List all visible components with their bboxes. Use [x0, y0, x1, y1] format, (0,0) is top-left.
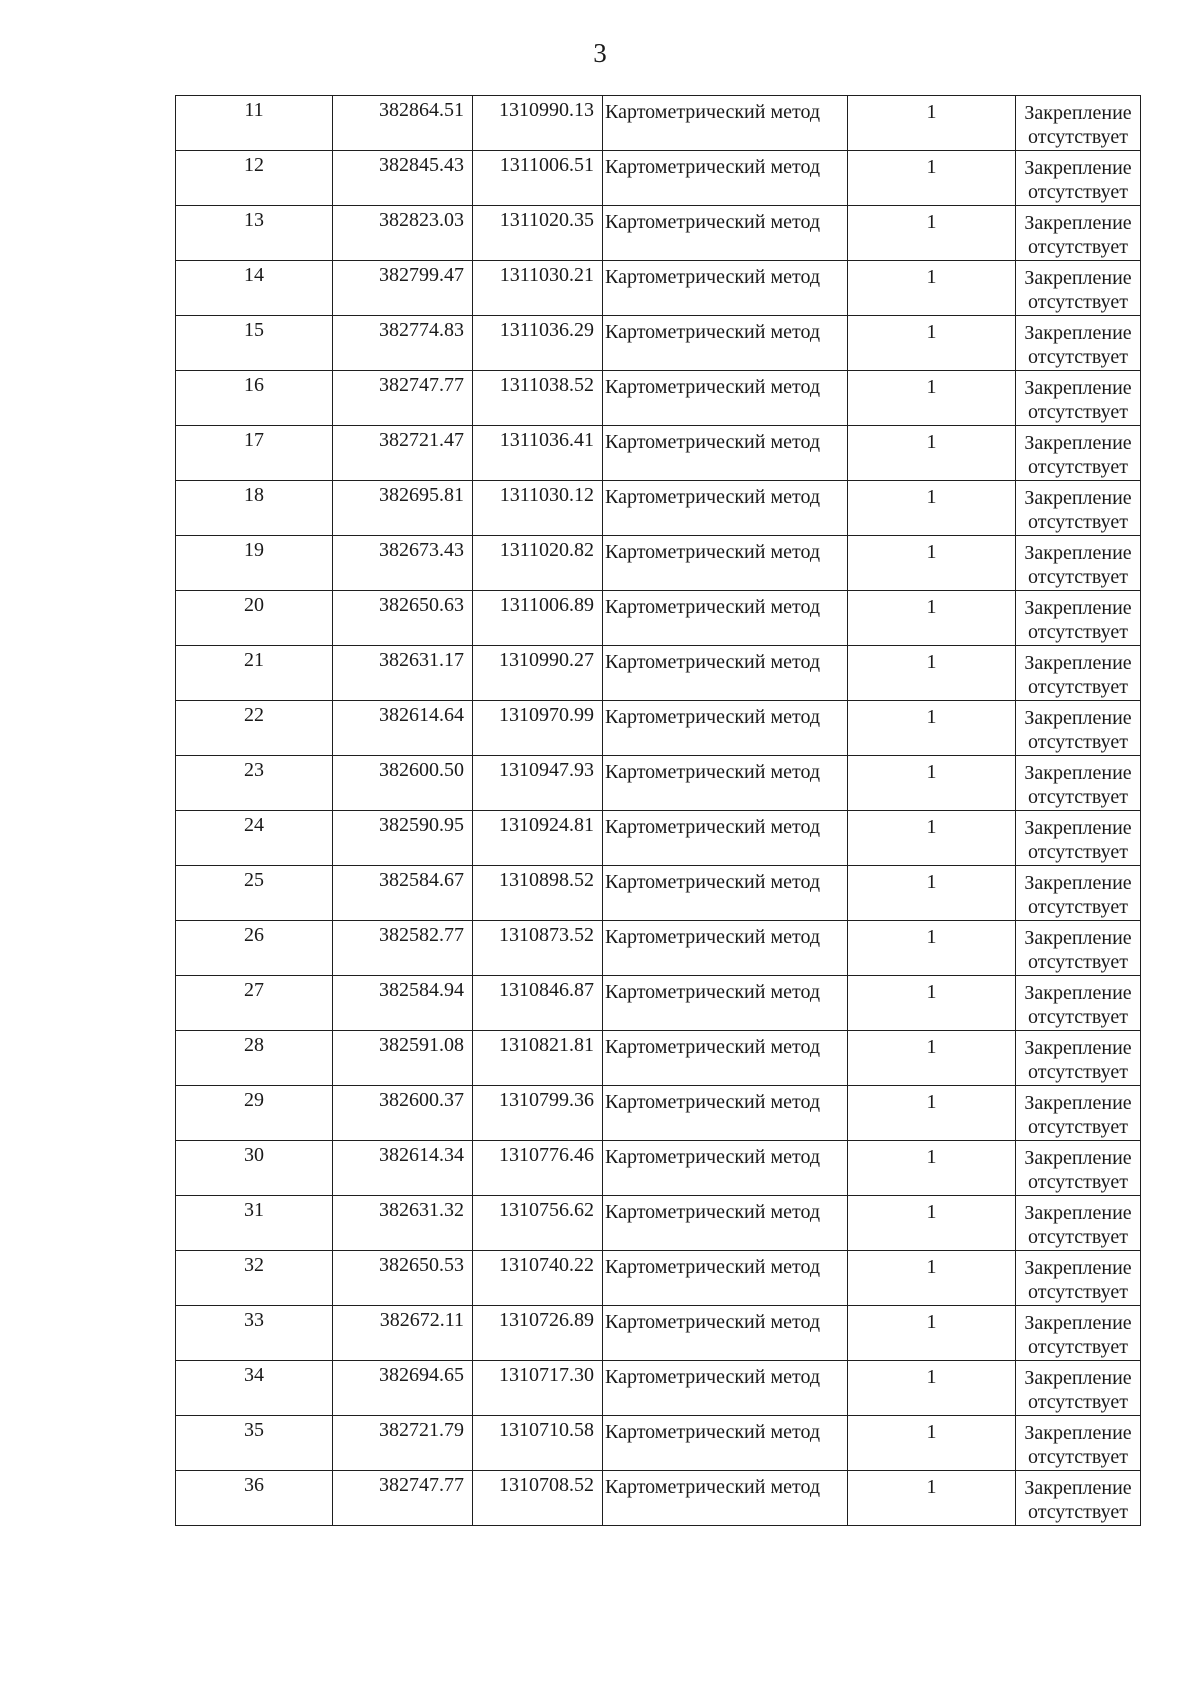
- y-coordinate-cell: 1310726.89: [473, 1306, 603, 1361]
- error-cell: 1: [848, 1141, 1016, 1196]
- fixing-line-2: отсутствует: [1027, 1061, 1129, 1083]
- fixing-cell: [1016, 976, 1141, 1031]
- fixing-line-2: отсутствует: [1027, 1446, 1129, 1468]
- x-coordinate-cell: 382591.08: [333, 1031, 473, 1086]
- table-row: [176, 646, 1141, 701]
- error-cell: 1: [848, 1361, 1016, 1416]
- fixing-line-2: отсутствует: [1027, 346, 1129, 368]
- fixing-line-2: отсутствует: [1027, 1226, 1129, 1248]
- y-coordinate-cell: 1310821.81: [473, 1031, 603, 1086]
- x-coordinate-cell: 382584.94: [333, 976, 473, 1031]
- y-coordinate-cell: 1310990.27: [473, 646, 603, 701]
- y-coordinate-cell: 1311030.21: [473, 261, 603, 316]
- fixing-cell: [1016, 96, 1141, 151]
- fixing-cell: [1016, 646, 1141, 701]
- fixing-line-2: отсутствует: [1027, 1501, 1129, 1523]
- error-cell: 1: [848, 96, 1016, 151]
- x-coordinate-cell: 382590.95: [333, 811, 473, 866]
- point-number-cell: 25: [176, 866, 333, 921]
- point-number-cell: 26: [176, 921, 333, 976]
- y-coordinate-cell: 1311006.51: [473, 151, 603, 206]
- point-number-cell: 21: [176, 646, 333, 701]
- method-cell: Картометрический метод: [603, 1086, 848, 1141]
- table-row: [176, 1031, 1141, 1086]
- x-coordinate-cell: 382845.43: [333, 151, 473, 206]
- table-row: [176, 371, 1141, 426]
- fixing-line-1: Закрепление: [1024, 1257, 1132, 1279]
- error-cell: 1: [848, 206, 1016, 261]
- fixing-line-2: отсутствует: [1027, 786, 1129, 808]
- fixing-line-2: отсутствует: [1027, 676, 1129, 698]
- fixing-cell: [1016, 1361, 1141, 1416]
- error-cell: 1: [848, 866, 1016, 921]
- y-coordinate-cell: 1310846.87: [473, 976, 603, 1031]
- method-cell: Картометрический метод: [603, 866, 848, 921]
- point-number-cell: 30: [176, 1141, 333, 1196]
- point-number-cell: 31: [176, 1196, 333, 1251]
- method-cell: Картометрический метод: [603, 316, 848, 371]
- table-row: [176, 866, 1141, 921]
- y-coordinate-cell: 1310740.22: [473, 1251, 603, 1306]
- point-number-cell: 29: [176, 1086, 333, 1141]
- error-cell: 1: [848, 756, 1016, 811]
- method-cell: Картометрический метод: [603, 921, 848, 976]
- method-cell: Картометрический метод: [603, 646, 848, 701]
- error-cell: 1: [848, 1196, 1016, 1251]
- fixing-cell: [1016, 1196, 1141, 1251]
- table-row: [176, 1141, 1141, 1196]
- x-coordinate-cell: 382650.63: [333, 591, 473, 646]
- point-number-cell: 13: [176, 206, 333, 261]
- y-coordinate-cell: 1310710.58: [473, 1416, 603, 1471]
- error-cell: 1: [848, 316, 1016, 371]
- fixing-line-1: Закрепление: [1024, 157, 1132, 179]
- error-cell: 1: [848, 591, 1016, 646]
- fixing-line-1: Закрепление: [1024, 432, 1132, 454]
- x-coordinate-cell: 382695.81: [333, 481, 473, 536]
- fixing-line-2: отсутствует: [1027, 896, 1129, 918]
- fixing-line-1: Закрепление: [1024, 817, 1132, 839]
- error-cell: 1: [848, 371, 1016, 426]
- fixing-line-2: отсутствует: [1027, 1116, 1129, 1138]
- fixing-line-2: отсутствует: [1027, 1391, 1129, 1413]
- point-number-cell: 16: [176, 371, 333, 426]
- fixing-line-2: отсутствует: [1027, 401, 1129, 423]
- y-coordinate-cell: 1311038.52: [473, 371, 603, 426]
- table-body: [176, 96, 1141, 1526]
- point-number-cell: 32: [176, 1251, 333, 1306]
- method-cell: Картометрический метод: [603, 1361, 848, 1416]
- point-number-cell: 35: [176, 1416, 333, 1471]
- point-number-cell: 18: [176, 481, 333, 536]
- method-cell: Картометрический метод: [603, 151, 848, 206]
- y-coordinate-cell: 1311006.89: [473, 591, 603, 646]
- x-coordinate-cell: 382864.51: [333, 96, 473, 151]
- x-coordinate-cell: 382799.47: [333, 261, 473, 316]
- point-number-cell: 27: [176, 976, 333, 1031]
- fixing-line-2: отсутствует: [1027, 1171, 1129, 1193]
- fixing-line-1: Закрепление: [1024, 487, 1132, 509]
- fixing-line-1: Закрепление: [1024, 1367, 1132, 1389]
- fixing-line-1: Закрепление: [1024, 377, 1132, 399]
- y-coordinate-cell: 1310717.30: [473, 1361, 603, 1416]
- fixing-line-2: отсутствует: [1027, 456, 1129, 478]
- fixing-line-1: Закрепление: [1024, 707, 1132, 729]
- method-cell: Картометрический метод: [603, 1306, 848, 1361]
- table-row: [176, 481, 1141, 536]
- error-cell: 1: [848, 1086, 1016, 1141]
- method-cell: Картометрический метод: [603, 426, 848, 481]
- fixing-cell: [1016, 701, 1141, 756]
- error-cell: 1: [848, 426, 1016, 481]
- error-cell: 1: [848, 1031, 1016, 1086]
- fixing-cell: [1016, 811, 1141, 866]
- table-row: [176, 1251, 1141, 1306]
- fixing-cell: [1016, 921, 1141, 976]
- y-coordinate-cell: 1311020.82: [473, 536, 603, 591]
- fixing-line-2: отсутствует: [1027, 1006, 1129, 1028]
- x-coordinate-cell: 382650.53: [333, 1251, 473, 1306]
- coordinates-table: [175, 95, 1141, 1526]
- table-row: [176, 591, 1141, 646]
- y-coordinate-cell: 1310898.52: [473, 866, 603, 921]
- fixing-line-1: Закрепление: [1024, 1147, 1132, 1169]
- x-coordinate-cell: 382694.65: [333, 1361, 473, 1416]
- fixing-cell: [1016, 371, 1141, 426]
- y-coordinate-cell: 1310990.13: [473, 96, 603, 151]
- table-row: [176, 206, 1141, 261]
- y-coordinate-cell: 1310970.99: [473, 701, 603, 756]
- point-number-cell: 14: [176, 261, 333, 316]
- x-coordinate-cell: 382631.32: [333, 1196, 473, 1251]
- fixing-line-1: Закрепление: [1024, 102, 1132, 124]
- error-cell: 1: [848, 811, 1016, 866]
- point-number-cell: 24: [176, 811, 333, 866]
- table-row: [176, 1196, 1141, 1251]
- method-cell: Картометрический метод: [603, 1196, 848, 1251]
- fixing-line-2: отсутствует: [1027, 511, 1129, 533]
- fixing-line-1: Закрепление: [1024, 267, 1132, 289]
- fixing-line-1: Закрепление: [1024, 927, 1132, 949]
- x-coordinate-cell: 382823.03: [333, 206, 473, 261]
- x-coordinate-cell: 382600.37: [333, 1086, 473, 1141]
- fixing-line-1: Закрепление: [1024, 322, 1132, 344]
- method-cell: Картометрический метод: [603, 1031, 848, 1086]
- error-cell: 1: [848, 536, 1016, 591]
- fixing-line-1: Закрепление: [1024, 597, 1132, 619]
- error-cell: 1: [848, 1306, 1016, 1361]
- fixing-cell: [1016, 261, 1141, 316]
- point-number-cell: 28: [176, 1031, 333, 1086]
- table-row: [176, 1306, 1141, 1361]
- fixing-cell: [1016, 591, 1141, 646]
- method-cell: Картометрический метод: [603, 756, 848, 811]
- fixing-line-1: Закрепление: [1024, 1422, 1132, 1444]
- x-coordinate-cell: 382600.50: [333, 756, 473, 811]
- y-coordinate-cell: 1311036.41: [473, 426, 603, 481]
- y-coordinate-cell: 1310799.36: [473, 1086, 603, 1141]
- fixing-line-1: Закрепление: [1024, 1092, 1132, 1114]
- table-row: [176, 261, 1141, 316]
- table-row: [176, 151, 1141, 206]
- fixing-line-2: отсутствует: [1027, 236, 1129, 258]
- table-row: [176, 1416, 1141, 1471]
- x-coordinate-cell: 382673.43: [333, 536, 473, 591]
- x-coordinate-cell: 382614.34: [333, 1141, 473, 1196]
- x-coordinate-cell: 382584.67: [333, 866, 473, 921]
- error-cell: 1: [848, 481, 1016, 536]
- y-coordinate-cell: 1311030.12: [473, 481, 603, 536]
- y-coordinate-cell: 1310924.81: [473, 811, 603, 866]
- x-coordinate-cell: 382721.79: [333, 1416, 473, 1471]
- fixing-cell: [1016, 1471, 1141, 1526]
- fixing-cell: [1016, 866, 1141, 921]
- error-cell: 1: [848, 1251, 1016, 1306]
- method-cell: Картометрический метод: [603, 536, 848, 591]
- fixing-cell: [1016, 1086, 1141, 1141]
- fixing-line-2: отсутствует: [1027, 1281, 1129, 1303]
- y-coordinate-cell: 1310873.52: [473, 921, 603, 976]
- table-row: [176, 976, 1141, 1031]
- table-row: [176, 1086, 1141, 1141]
- fixing-line-2: отсутствует: [1027, 291, 1129, 313]
- table-row: [176, 536, 1141, 591]
- fixing-line-1: Закрепление: [1024, 982, 1132, 1004]
- error-cell: 1: [848, 1416, 1016, 1471]
- fixing-line-1: Закрепление: [1024, 872, 1132, 894]
- method-cell: Картометрический метод: [603, 701, 848, 756]
- error-cell: 1: [848, 151, 1016, 206]
- point-number-cell: 11: [176, 96, 333, 151]
- fixing-line-1: Закрепление: [1024, 542, 1132, 564]
- fixing-cell: [1016, 151, 1141, 206]
- fixing-line-2: отсутствует: [1027, 621, 1129, 643]
- point-number-cell: 15: [176, 316, 333, 371]
- x-coordinate-cell: 382747.77: [333, 371, 473, 426]
- fixing-cell: [1016, 536, 1141, 591]
- fixing-line-2: отсутствует: [1027, 1336, 1129, 1358]
- fixing-line-2: отсутствует: [1027, 181, 1129, 203]
- error-cell: 1: [848, 701, 1016, 756]
- point-number-cell: 17: [176, 426, 333, 481]
- method-cell: Картометрический метод: [603, 371, 848, 426]
- table-row: [176, 811, 1141, 866]
- y-coordinate-cell: 1310756.62: [473, 1196, 603, 1251]
- error-cell: 1: [848, 976, 1016, 1031]
- table-row: [176, 756, 1141, 811]
- fixing-line-1: Закрепление: [1024, 652, 1132, 674]
- point-number-cell: 34: [176, 1361, 333, 1416]
- method-cell: Картометрический метод: [603, 1141, 848, 1196]
- page-number: 3: [593, 38, 607, 68]
- point-number-cell: 20: [176, 591, 333, 646]
- point-number-cell: 22: [176, 701, 333, 756]
- method-cell: Картометрический метод: [603, 1471, 848, 1526]
- y-coordinate-cell: 1311036.29: [473, 316, 603, 371]
- fixing-cell: [1016, 1031, 1141, 1086]
- y-coordinate-cell: 1310776.46: [473, 1141, 603, 1196]
- y-coordinate-cell: 1310947.93: [473, 756, 603, 811]
- y-coordinate-cell: 1311020.35: [473, 206, 603, 261]
- point-number-cell: 33: [176, 1306, 333, 1361]
- point-number-cell: 19: [176, 536, 333, 591]
- fixing-cell: [1016, 481, 1141, 536]
- fixing-cell: [1016, 206, 1141, 261]
- fixing-line-2: отсутствует: [1027, 566, 1129, 588]
- error-cell: 1: [848, 646, 1016, 701]
- fixing-line-1: Закрепление: [1024, 1037, 1132, 1059]
- method-cell: Картометрический метод: [603, 1251, 848, 1306]
- table-row: [176, 1471, 1141, 1526]
- error-cell: 1: [848, 261, 1016, 316]
- point-number-cell: 36: [176, 1471, 333, 1526]
- fixing-line-2: отсутствует: [1027, 841, 1129, 863]
- fixing-line-1: Закрепление: [1024, 1477, 1132, 1499]
- error-cell: 1: [848, 1471, 1016, 1526]
- x-coordinate-cell: 382747.77: [333, 1471, 473, 1526]
- fixing-line-1: Закрепление: [1024, 762, 1132, 784]
- table-row: [176, 426, 1141, 481]
- method-cell: Картометрический метод: [603, 96, 848, 151]
- fixing-line-2: отсутствует: [1027, 126, 1129, 148]
- method-cell: Картометрический метод: [603, 206, 848, 261]
- x-coordinate-cell: 382672.11: [333, 1306, 473, 1361]
- x-coordinate-cell: 382774.83: [333, 316, 473, 371]
- method-cell: Картометрический метод: [603, 811, 848, 866]
- fixing-line-1: Закрепление: [1024, 1312, 1132, 1334]
- table-row: [176, 96, 1141, 151]
- point-number-cell: 12: [176, 151, 333, 206]
- fixing-cell: [1016, 1251, 1141, 1306]
- table-row: [176, 316, 1141, 371]
- fixing-line-1: Закрепление: [1024, 212, 1132, 234]
- table-row: [176, 701, 1141, 756]
- point-number-cell: 23: [176, 756, 333, 811]
- y-coordinate-cell: 1310708.52: [473, 1471, 603, 1526]
- fixing-cell: [1016, 1141, 1141, 1196]
- fixing-cell: [1016, 756, 1141, 811]
- x-coordinate-cell: 382721.47: [333, 426, 473, 481]
- x-coordinate-cell: 382614.64: [333, 701, 473, 756]
- error-cell: 1: [848, 921, 1016, 976]
- x-coordinate-cell: 382582.77: [333, 921, 473, 976]
- method-cell: Картометрический метод: [603, 1416, 848, 1471]
- fixing-cell: [1016, 1416, 1141, 1471]
- table-row: [176, 1361, 1141, 1416]
- method-cell: Картометрический метод: [603, 481, 848, 536]
- fixing-cell: [1016, 316, 1141, 371]
- fixing-cell: [1016, 426, 1141, 481]
- table-row: [176, 921, 1141, 976]
- fixing-cell: [1016, 1306, 1141, 1361]
- x-coordinate-cell: 382631.17: [333, 646, 473, 701]
- fixing-line-2: отсутствует: [1027, 951, 1129, 973]
- method-cell: Картометрический метод: [603, 976, 848, 1031]
- method-cell: Картометрический метод: [603, 261, 848, 316]
- method-cell: Картометрический метод: [603, 591, 848, 646]
- fixing-line-1: Закрепление: [1024, 1202, 1132, 1224]
- fixing-line-2: отсутствует: [1027, 731, 1129, 753]
